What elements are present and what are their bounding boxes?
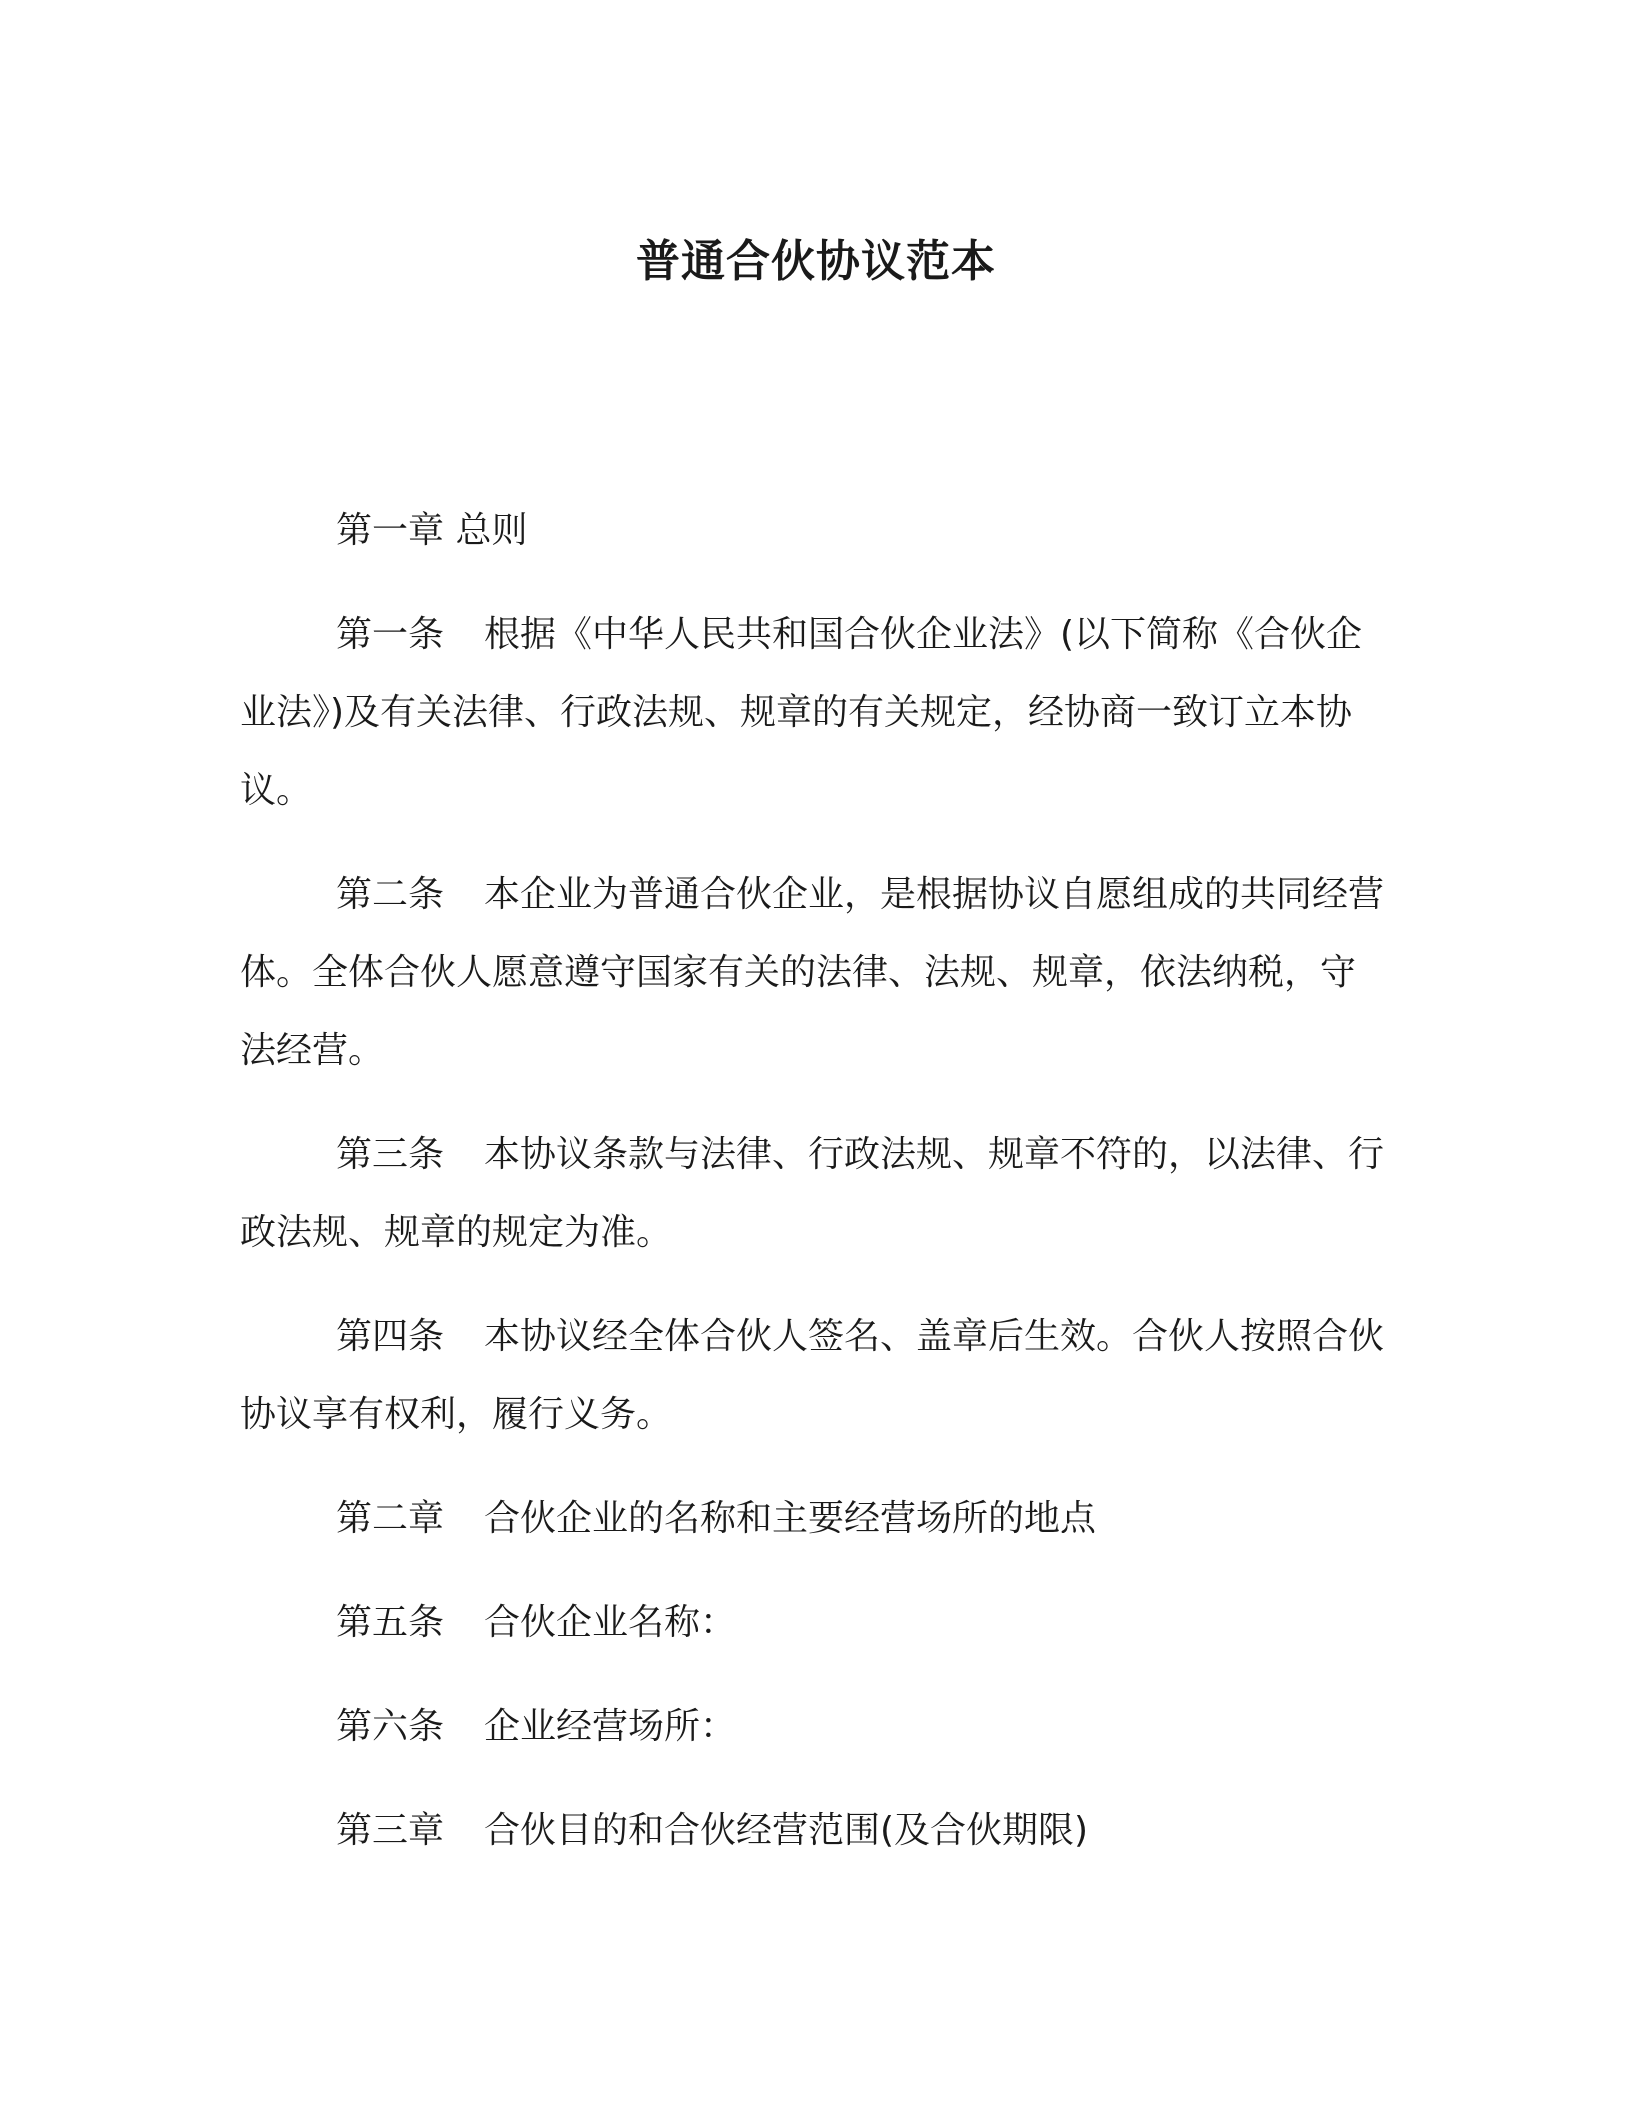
chapter-3-label: 第三章 [336,1810,445,1851]
article-6 [240,1688,1390,1766]
document-title: 普通合伙协议范本 [636,236,996,287]
document-body [240,492,1390,1896]
article-3-label: 第三条 [336,1134,445,1175]
article-6-label: 第六条 [336,1706,445,1747]
article-2 [240,856,1390,1090]
article-1-label: 第一条 [336,614,445,655]
chapter-3-text: 合伙目的和合伙经营范围(及合伙期限) [484,1810,1089,1851]
chapter-2-label: 第二章 [336,1498,445,1539]
article-4-text: 本协议经全体合伙人签名、盖章后生效。合伙人按照合伙协议享有权利，履行义务。 [240,1316,1385,1435]
article-2-text: 本企业为普通合伙企业，是根据协议自愿组成的共同经营体。全体合伙人愿意遵守国家有关的法律、法规、规章，依法纳税，守法经营。 [240,874,1385,1071]
article-1 [240,596,1390,830]
article-6-text: 企业经营场所： [484,1706,737,1747]
article-5 [240,1584,1390,1662]
article-2-label: 第二条 [336,874,445,915]
article-4-label: 第四条 [336,1316,445,1357]
article-3-text: 本协议条款与法律、行政法规、规章不符的，以法律、行政法规、规章的规定为准。 [240,1134,1385,1253]
chapter-2-heading [240,1480,1390,1558]
chapter-1-heading: 第一章 总则 [336,510,528,551]
article-1-text: 根据《中华人民共和国合伙企业法》(以下简称《合伙企业法》)及有关法律、行政法规、规章的有关规定，经协商一致订立本协议。 [240,614,1363,811]
chapter-2-text: 合伙企业的名称和主要经营场所的地点 [484,1498,1097,1539]
article-5-text: 合伙企业名称： [484,1602,737,1643]
chapter-3-heading [240,1792,1390,1870]
article-3 [240,1116,1390,1272]
article-5-label: 第五条 [336,1602,445,1643]
article-4 [240,1298,1390,1454]
